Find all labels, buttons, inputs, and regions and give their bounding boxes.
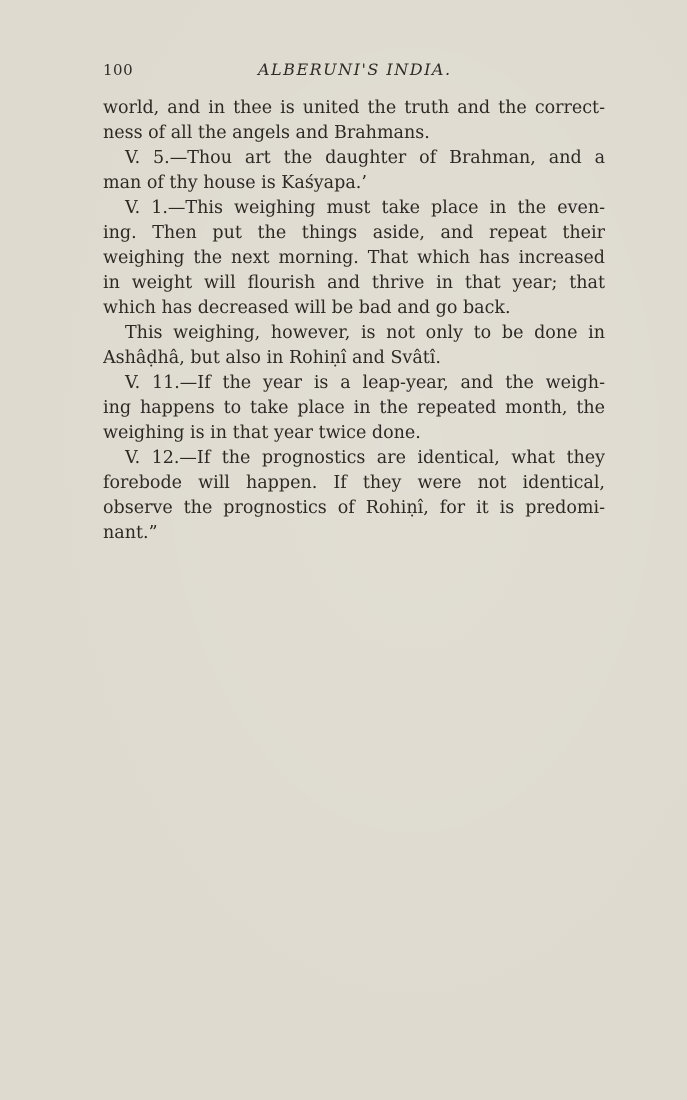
text-line: man of thy house is Kaśyapa.’ [103,173,367,193]
text-line: observe the prognostics of Rohiṇî, for it is predomi- [103,498,605,518]
text-line: ing. Then put the things aside, and repeat their [103,223,605,243]
body-text [103,96,605,546]
text-line: world, and in thee is united the truth and the correct- [103,98,605,118]
text-line: V. 12.—If the prognostics are identical, what they [125,448,605,468]
text-line: ing happens to take place in the repeated month, the [103,398,605,418]
text-line: forebode will happen. If they were not identical, [103,473,605,493]
page-header [103,60,605,82]
text-line: weighing is in that year twice done. [103,423,421,443]
text-line: V. 5.—Thou art the daughter of Brahman, and a [125,148,605,168]
text-line: This weighing, however, is not only to be done in [125,323,605,343]
text-line: weighing the next morning. That which has increased [103,248,605,268]
running-title: ALBERUNI'S INDIA. [258,60,452,79]
text-line: nant.” [103,523,158,543]
text-line: V. 1.—This weighing must take place in the even- [125,198,605,218]
page-number: 100 [103,61,134,79]
text-line: V. 11.—If the year is a leap-year, and the weigh- [125,373,605,393]
text-line: Ashâḍhâ, but also in Rohiṇî and Svâtî. [103,348,441,368]
text-line: in weight will flourish and thrive in that year; that [103,273,605,293]
text-line: ness of all the angels and Brahmans. [103,123,430,143]
text-line: which has decreased will be bad and go back. [103,298,511,318]
